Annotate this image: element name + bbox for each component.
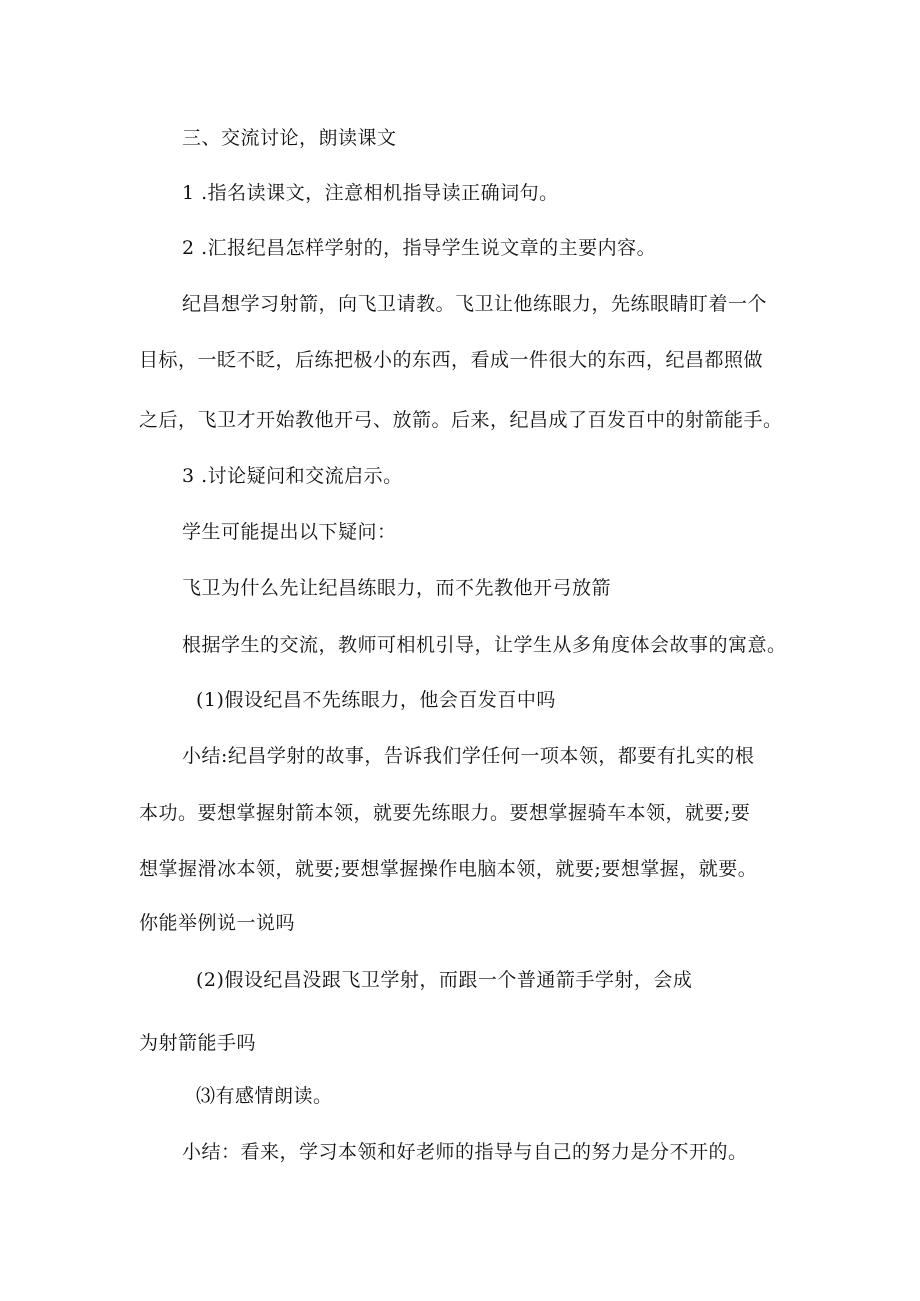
section-heading: 三、交流讨论，朗读课文 xyxy=(182,127,397,149)
summary-line: 想掌握滑冰本领，就要;要想掌握操作电脑本领，就要;要想掌握，就要。 xyxy=(139,858,758,880)
question-1: (1)假设纪昌不先练眼力，他会百发百中吗 xyxy=(196,689,556,711)
paragraph-line: 学生可能提出以下疑问： xyxy=(182,521,397,543)
step-1: 1 .指名读课文，注意相机指导读正确词句。 xyxy=(182,182,559,204)
paragraph-line: 根据学生的交流，教师可相机引导，让学生从多角度体会故事的寓意。 xyxy=(182,634,787,656)
question-2: (2)假设纪昌没跟飞卫学射，而跟一个普通箭手学射，会成 xyxy=(196,969,693,991)
summary-line: 小结:纪昌学射的故事，告诉我们学任何一项本领，都要有扎实的根 xyxy=(182,745,755,767)
question-2-continued: 为射箭能手吗 xyxy=(139,1032,257,1054)
summary-line: 本功。要想掌握射箭本领，就要先练眼力。要想掌握骑车本领，就要;要 xyxy=(139,802,751,824)
question-line: 飞卫为什么先让纪昌练眼力，而不先教他开弓放箭 xyxy=(182,577,612,599)
final-summary: 小结：看来，学习本领和好老师的指导与自己的努力是分不开的。 xyxy=(182,1141,748,1163)
step-reading: ⑶有感情朗读。 xyxy=(196,1085,333,1107)
paragraph-line: 之后，飞卫才开始教他开弓、放箭。后来，纪昌成了百发百中的射箭能手。 xyxy=(139,409,783,431)
step-2: 2 .汇报纪昌怎样学射的，指导学生说文章的主要内容。 xyxy=(182,237,657,259)
step-3: 3 .讨论疑问和交流启示。 xyxy=(182,465,403,487)
paragraph-line: 纪昌想学习射箭，向飞卫请教。飞卫让他练眼力，先练眼睛盯着一个 xyxy=(182,293,768,315)
paragraph-line: 目标，一眨不眨，后练把极小的东西，看成一件很大的东西，纪昌都照做 xyxy=(139,349,764,371)
summary-line: 你能举例说一说吗 xyxy=(139,912,296,934)
